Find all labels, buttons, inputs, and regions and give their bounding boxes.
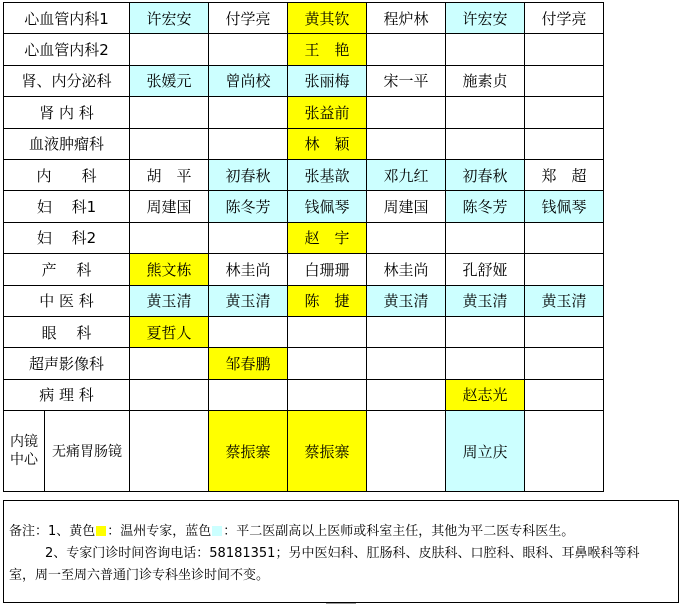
- schedule-row: [4, 159, 604, 190]
- empty-cell: [130, 128, 209, 159]
- doctor-cell: 赵 宇: [288, 222, 367, 253]
- doctor-cell: 付学亮: [209, 3, 288, 34]
- empty-cell: [130, 34, 209, 65]
- doctor-cell: 程炉林: [367, 3, 446, 34]
- doctor-cell: 许宏安: [446, 3, 525, 34]
- notes-prefix: 备注：1、黄色: [9, 524, 96, 539]
- empty-cell: [525, 65, 604, 96]
- empty-cell: [130, 348, 209, 379]
- empty-cell: [525, 254, 604, 285]
- doctor-cell: 蔡振寨: [209, 411, 288, 492]
- schedule-row: [4, 254, 604, 285]
- doctor-cell: 黄玉清: [446, 285, 525, 316]
- department-cell: 心血管内科2: [4, 34, 130, 65]
- department-cell: 血液肿瘤科: [4, 128, 130, 159]
- notes-yellow-desc: ：温州专家，蓝色: [107, 524, 212, 539]
- empty-cell: [525, 348, 604, 379]
- empty-cell: [130, 97, 209, 128]
- schedule-row: [4, 222, 604, 253]
- department-cell: 眼 科: [4, 316, 130, 347]
- empty-cell: [367, 128, 446, 159]
- notes-line-2: 2、专家门诊时间咨询电话：58181351；另中医妇科、肛肠科、皮肤科、口腔科、眼科、耳鼻喉科等科: [45, 546, 640, 561]
- doctor-cell: 黄玉清: [209, 285, 288, 316]
- schedule-row: [4, 65, 604, 96]
- doctor-cell: 宋一平: [367, 65, 446, 96]
- doctor-cell: 钱佩琴: [525, 191, 604, 222]
- empty-cell: [209, 316, 288, 347]
- schedule-row: [4, 3, 604, 34]
- empty-cell: [209, 34, 288, 65]
- doctor-cell: 张丽梅: [288, 65, 367, 96]
- doctor-cell: 黄其钦: [288, 3, 367, 34]
- empty-cell: [525, 379, 604, 410]
- empty-cell: [209, 97, 288, 128]
- department-cell: 产 科: [4, 254, 130, 285]
- schedule-row: [4, 34, 604, 65]
- schedule-row: [4, 191, 604, 222]
- empty-cell: [525, 34, 604, 65]
- doctor-cell: 林圭尚: [367, 254, 446, 285]
- doctor-cell: 邓九红: [367, 159, 446, 190]
- empty-cell: [525, 316, 604, 347]
- schedule-row: [4, 97, 604, 128]
- doctor-cell: 熊文栋: [130, 254, 209, 285]
- doctor-cell: 曾尚校: [209, 65, 288, 96]
- doctor-cell: 赵志光: [446, 379, 525, 410]
- empty-cell: [367, 316, 446, 347]
- empty-cell: [446, 348, 525, 379]
- doctor-cell: 王 艳: [288, 34, 367, 65]
- doctor-cell: 钱佩琴: [288, 191, 367, 222]
- empty-cell: [446, 34, 525, 65]
- empty-cell: [130, 411, 209, 492]
- empty-cell: [446, 316, 525, 347]
- notes-blue-desc: ：平二医副高以上医师或科室主任，其他为平二医专科医生。: [223, 524, 575, 539]
- doctor-cell: 白珊珊: [288, 254, 367, 285]
- empty-cell: [288, 379, 367, 410]
- endoscopy-dept-split: [4, 411, 129, 491]
- schedule-row: [4, 348, 604, 379]
- notes-line-3: 室，周一至周六普通门诊专科坐诊时间不变。: [9, 568, 270, 583]
- doctor-cell: 陈冬芳: [446, 191, 525, 222]
- empty-cell: [209, 128, 288, 159]
- empty-cell: [288, 316, 367, 347]
- department-cell: 肾、内分泌科: [4, 65, 130, 96]
- empty-cell: [367, 348, 446, 379]
- empty-cell: [367, 411, 446, 492]
- schedule-row-endoscopy: [4, 411, 604, 492]
- notes-box: [3, 500, 679, 603]
- department-cell: 中 医 科: [4, 285, 130, 316]
- empty-cell: [130, 222, 209, 253]
- doctor-cell: 陈 捷: [288, 285, 367, 316]
- doctor-cell: 张媛元: [130, 65, 209, 96]
- empty-cell: [525, 222, 604, 253]
- empty-cell: [446, 222, 525, 253]
- empty-cell: [288, 348, 367, 379]
- endoscopy-dept-cell: [4, 411, 130, 492]
- doctor-cell: 黄玉清: [367, 285, 446, 316]
- endoscopy-group-label: 内镜中心: [4, 411, 45, 491]
- doctor-cell: 初春秋: [446, 159, 525, 190]
- doctor-cell: 孔舒娅: [446, 254, 525, 285]
- doctor-cell: 张益前: [288, 97, 367, 128]
- doctor-cell: 胡 平: [130, 159, 209, 190]
- empty-cell: [446, 128, 525, 159]
- doctor-cell: 初春秋: [209, 159, 288, 190]
- department-cell: 超声影像科: [4, 348, 130, 379]
- doctor-cell: 林 颖: [288, 128, 367, 159]
- doctor-cell: 周建国: [367, 191, 446, 222]
- department-cell: 心血管内科1: [4, 3, 130, 34]
- doctor-cell: 郑 超: [525, 159, 604, 190]
- empty-cell: [446, 97, 525, 128]
- schedule-table: [3, 2, 604, 492]
- schedule-row: [4, 285, 604, 316]
- doctor-cell: 许宏安: [130, 3, 209, 34]
- doctor-cell: 陈冬芳: [209, 191, 288, 222]
- empty-cell: [525, 128, 604, 159]
- schedule-row: [4, 316, 604, 347]
- empty-cell: [525, 411, 604, 492]
- schedule-row: [4, 379, 604, 410]
- empty-cell: [367, 222, 446, 253]
- doctor-cell: 施素贞: [446, 65, 525, 96]
- empty-cell: [367, 379, 446, 410]
- schedule-row: [4, 128, 604, 159]
- department-cell: 妇 科2: [4, 222, 130, 253]
- blue-swatch-icon: [212, 526, 222, 536]
- doctor-cell: 黄玉清: [130, 285, 209, 316]
- notes-line-1: [9, 521, 674, 543]
- department-cell: 病 理 科: [4, 379, 130, 410]
- yellow-swatch-icon: [96, 526, 106, 536]
- doctor-cell: 蔡振寨: [288, 411, 367, 492]
- empty-cell: [367, 97, 446, 128]
- doctor-cell: 黄玉清: [525, 285, 604, 316]
- schedule-body: [4, 3, 604, 492]
- doctor-cell: 夏哲人: [130, 316, 209, 347]
- doctor-cell: 张基歆: [288, 159, 367, 190]
- doctor-cell: 付学亮: [525, 3, 604, 34]
- empty-cell: [209, 222, 288, 253]
- department-cell: 肾 内 科: [4, 97, 130, 128]
- department-cell: 妇 科1: [4, 191, 130, 222]
- doctor-cell: 周建国: [130, 191, 209, 222]
- empty-cell: [130, 379, 209, 410]
- empty-cell: [525, 97, 604, 128]
- endoscopy-dept-label: 无痛胃肠镜: [52, 444, 122, 461]
- doctor-cell: 林圭尚: [209, 254, 288, 285]
- doctor-cell: 邹春鹏: [209, 348, 288, 379]
- empty-cell: [367, 34, 446, 65]
- empty-cell: [209, 379, 288, 410]
- doctor-cell: 周立庆: [446, 411, 525, 492]
- department-cell: 内 科: [4, 159, 130, 190]
